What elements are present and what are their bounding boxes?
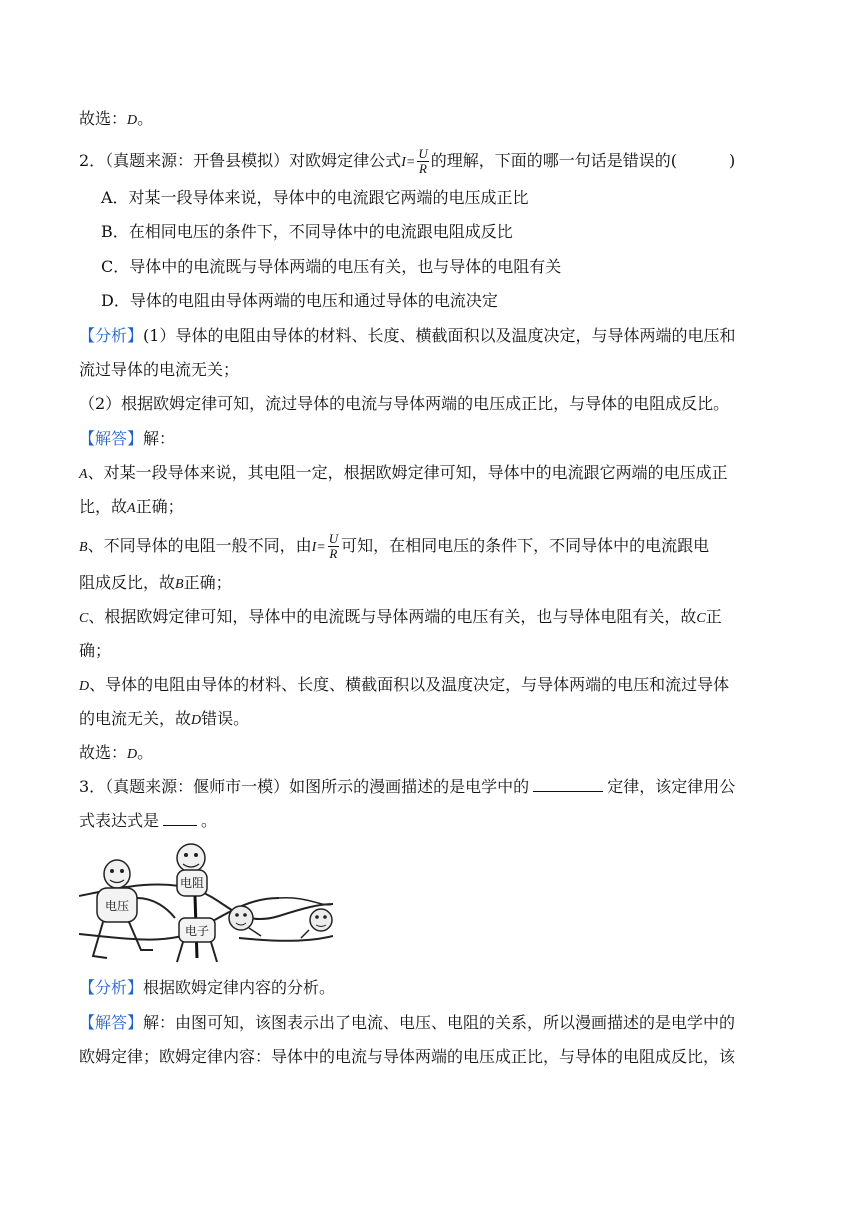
solution-a-line-1: A、对某一段导体来说，其电阻一定，根据欧姆定律可知，导体中的电流跟它两端的电压成正 (79, 463, 728, 482)
label-voltage: 电压 (104, 899, 130, 913)
solution-3-line-2: 欧姆定律；欧姆定律内容：导体中的电流与导体两端的电压成正比，与导体的电阻成反比，该 (79, 1047, 736, 1066)
solution-3-tag: 【解答】 (79, 1013, 144, 1032)
solution-header: 【解答】解： (79, 429, 176, 448)
question-3-line-1: 3．（真题来源：偃师市一模）如图所示的漫画描述的是电学中的 定律，该定律用公 (79, 777, 736, 796)
solution-tag: 【解答】 (79, 429, 144, 448)
solution-c-line-2: 确； (79, 641, 112, 660)
ohm-formula-fraction: $\frac{U}{R}$ (418, 146, 428, 176)
solution-b-line-2: 阻成反比，故B正确； (79, 573, 232, 592)
option-c: C．导体中的电流既与导体两端的电压有关，也与导体的电阻有关 (101, 257, 562, 276)
analysis-3-tag: 【分析】 (79, 978, 144, 997)
label-electron: 电子 (184, 924, 210, 938)
voltage-character (93, 860, 175, 958)
label-resistance: 电阻 (179, 876, 205, 890)
ohm-law-cartoon (79, 838, 333, 970)
analysis-line-3: （2）根据欧姆定律可知，流过导体的电流与导体两端的电压成正比，与导体的电阻成反比。 (79, 394, 730, 413)
solution-b-line-1: B、不同导体的电阻一般不同，由I= $\frac{U}{R}$ 可知，在相同电压的条件下，不同导体中的电流跟电 (79, 531, 710, 561)
solution-3-line-1: 【解答】解：由图可知，该图表示出了电流、电压、电阻的关系，所以漫画描述的是电学中的 (79, 1013, 736, 1032)
solution-a-line-2: 比，故A正确； (79, 497, 184, 516)
option-b: B．在相同电压的条件下，不同导体中的电流跟电阻成反比 (101, 222, 513, 241)
analysis-tag: 【分析】 (79, 326, 144, 345)
analysis-line-2: 流过导体的电流无关； (79, 360, 240, 379)
ohm-formula-fraction-2: $\frac{U}{R}$ (328, 531, 339, 561)
solution-d-line-2: 的电流无关，故D错误。 (79, 709, 250, 728)
electron-ball-2 (301, 909, 332, 938)
solution-d-line-1: D、导体的电阻由导体的材料、长度、横截面积以及温度决定，与导体两端的电压和流过导体 (79, 675, 730, 694)
answer-blank-1 (533, 775, 603, 792)
answer-blank-2 (163, 809, 197, 826)
question-3-line-2: 式表达式是 。 (79, 811, 218, 830)
option-a: A．对某一段导体来说，导体中的电流跟它两端的电压成正比 (101, 188, 529, 207)
analysis-line-1: 【分析】(1）导体的电阻由导体的材料、长度、横截面积以及温度决定，与导体两端的电压和 (79, 326, 736, 345)
option-d: D．导体的电阻由导体两端的电压和通过导体的电流决定 (101, 291, 498, 310)
question-2-stem: 2．（真题来源：开鲁县模拟）对欧姆定律公式I= $\frac{U}{R}$ 的理解，下面的哪一句话是错误的( ) (79, 146, 736, 176)
electron-ball-1 (229, 906, 261, 936)
answer-line-2: 故选：D。 (79, 743, 154, 762)
solution-c-line-1: C、根据欧姆定律可知，导体中的电流既与导体两端的电压有关，也与导体电阻有关，故C正 (79, 607, 722, 626)
answer-line-1: 故选：D。 (79, 109, 154, 128)
analysis-3-line: 【分析】根据欧姆定律内容的分析。 (79, 978, 336, 997)
